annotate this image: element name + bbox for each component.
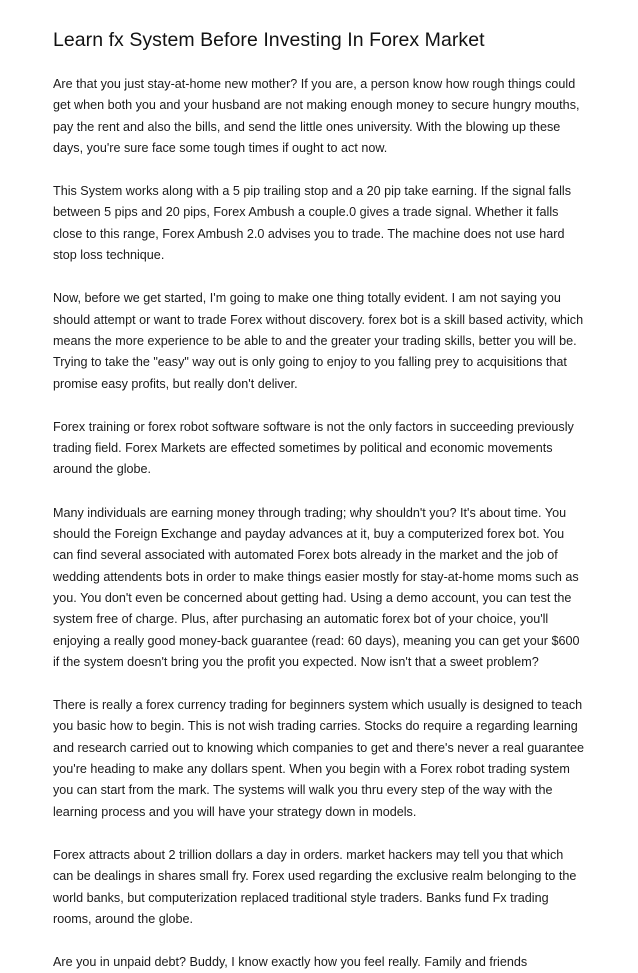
paragraph-2: This System works along with a 5 pip trailing stop and a 20 pip take earning. If the signal falls between 5 pips and 20 pips, Forex Ambush a couple.0 gives a trade signal. Whether it falls close to this range, Forex Ambush 2.0 advises you to trade. The machine does not use hard stop loss technique.	[53, 184, 572, 263]
paragraph-4: Forex training or forex robot software software is not the only factors in succeeding previously trading field. Forex Markets are effected sometimes by political and economic movements around the globe.	[53, 419, 574, 477]
paragraph-6: There is really a forex currency trading for beginners system which usually is designed to teach you basic how to begin. This is not wish trading carries. Stocks do require a regarding learning and research carried out to knowing which companies to get and there's never a real guarantee you're heading to make any dollars spent. When you begin with a Forex robot trading system you can start from the mark. The systems will walk you thru every step of the way with the learning process and you will have your strategy down in models.	[53, 698, 584, 819]
paragraph-3: Now, before we get started, I'm going to make one thing totally evident. I am not saying you should attempt or want to trade Forex without discovery. forex bot is a skill based activity, which means the more experience to be able to and the greater your trading skills, better you will be. Trying to take the "easy" way out is only going to enjoy to you falling prey to acquisitions that promise easy profits, but really don't deliver.	[53, 291, 584, 391]
paragraph-7: Forex attracts about 2 trillion dollars a day in orders. market hackers may tell you that which can be dealings in shares small fry. Forex used regarding the exclusive realm belonging to the world banks, but computerization replaced traditional style traders. Banks fund Fx trading rooms, around the globe.	[53, 847, 577, 926]
paragraph-1: Are that you just stay-at-home new mother? If you are, a person know how rough things could get when both you and your husband are not making enough money to secure hungry mouths, pay the rent and also the bills, and send the little ones university. With the blowing up these days, you're sure face some tough times if ought to act now.	[53, 77, 580, 155]
paragraph-8: Are you in unpaid debt? Buddy, I know exactly how you feel really. Family and friends	[53, 955, 528, 970]
paragraph-5: Many individuals are earning money through trading; why shouldn't you? It's about time. You should the Foreign Exchange and payday advances at it, buy a computerized forex bot. You can find several associated with automated Forex bots already in the market and the job of wedding attendents bots in order to make things easier mostly for stay-at-home moms such as you. You don't even be concerned about getting had. Using a demo account, you can test the system free of charge. Plus, after purchasing an automatic forex bot of your choice, you'll enjoying a really good money-back guarantee (read: 60 days), meaning you can get your $600 if the system doesn't bring you the profit you expected. Now isn't that a sweet problem?	[53, 505, 580, 669]
document-title: Learn fx System Before Investing In Forex Market	[53, 29, 485, 51]
